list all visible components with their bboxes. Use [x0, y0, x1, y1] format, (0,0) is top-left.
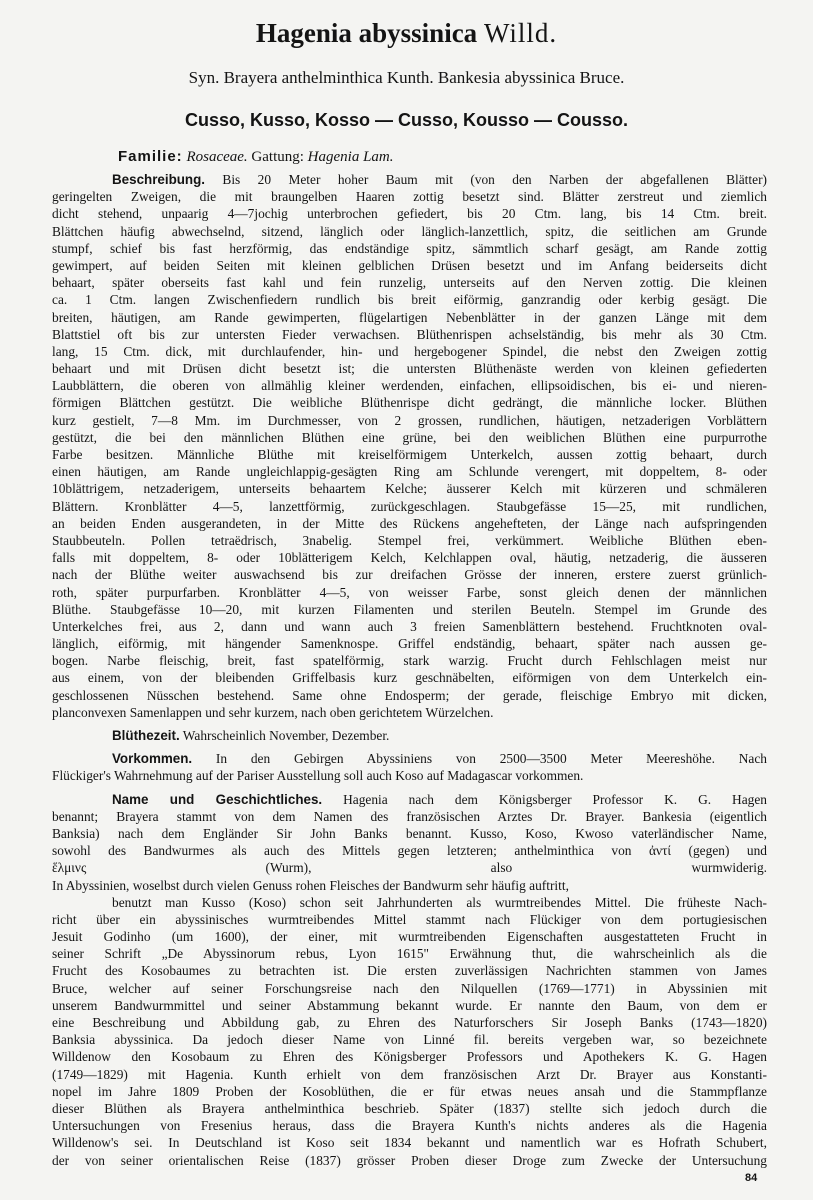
text-line: nopel im Jahre 1809 Proben der Kosoblüthen, die er für etwas neues ansah und die Stammpflanze: [52, 1083, 767, 1099]
text-line: gewimpert, auf beiden Seiten mit kleinen gelblichen Drüsen besetzt und im Anfang beiderseits dicht: [52, 257, 767, 273]
family-value: Rosaceae.: [186, 149, 248, 165]
text-line: (1749—1829) mit Hagenia. Kunth erhielt von dem französischen Arzt Dr. Brayer aus Konstanti-: [52, 1066, 767, 1082]
common-names-line: Cusso, Kusso, Kosso — Cusso, Kousso — Cousso.: [184, 110, 629, 130]
text-line: Frucht des Kosobaumes zu betrachten ist. Die ersten zuverlässigen Nachrichten stammen von James: [52, 963, 767, 979]
text-line: länglich, eiförmig, mit hängender Samenknospe. Griffel endständig, behaart, später nach aussen ge-: [52, 636, 767, 652]
text-line: falls mit doppeltem, 8- oder 10blätterigem Kelch, Kelchlappen oval, häutig, netzaderig, die äusseren: [52, 550, 767, 566]
text-line: Banksia abyssinica. Da jedoch dieser Name von Linné fil. bereits vergeben war, so bezeichnete: [52, 1032, 767, 1048]
species-name: Hagenia abyssinica: [255, 18, 478, 48]
text-line: lang, 15 Ctm. dick, mit durchlaufender, hin- und hergebogener Spindel, die nebst den Zweigen zottig: [52, 343, 767, 359]
text-line: gestützt, die bei den männlichen Blüthen eine grüne, bei den weiblichen Blüthen eine purpurrothe: [52, 429, 767, 445]
section-heading: Name und Geschichtliches.: [112, 791, 323, 807]
family-label: Familie:: [118, 148, 183, 165]
text-line: an beiden Enden ausgerandeten, in der Mitte des Rückens angehefteten, der Länge nach aufspringenden: [52, 515, 767, 531]
text-line: behaart und mit Drüsen dicht besetzt ist; die untersten Blüthenäste werden von kleinen gefiederten: [52, 361, 767, 377]
section-heading: Beschreibung.: [112, 172, 206, 187]
text-line: Vorkommen. In den Gebirgen Abyssiniens von 2500—3500 Meter Meereshöhe. Nach: [112, 751, 767, 767]
section-heading: Vorkommen.: [112, 751, 193, 767]
text-line: ca. 1 Ctm. langen Zwischenfiedern rundlich bis breit eiförmig, ganzrandig oder kerbig gesägt. Die: [52, 292, 767, 308]
text-line: Farbe besitzen. Männliche Blüthe mit kreiselförmigem Unterkelch, aussen zottig behaart, durch: [52, 447, 767, 462]
text-line: Banksia) nach dem Engländer Sir John Banks benannt. Kusso, Koso, Kwoso vaterländischer Name,: [52, 825, 767, 841]
text-line: ἕλμινς (Wurm), also wurmwiderig.: [52, 860, 767, 876]
text-line: Blüthe. Staubgefässe 10—20, mit kurzen Filamenten und sterilen Beuteln. Stempel im Grunde des: [52, 601, 767, 617]
text-line: breiten, häutigen, am Rande gewimperten, flügelartigen Nebenblätter in der ganzen Länge mit dem: [52, 309, 767, 325]
text-line: aus einem, von der bleibenden Griffelbasis kurz geschnäbelten, eiförmigen von dem Unterkelch ein-: [52, 670, 767, 686]
text-line: eine Beschreibung und Abbildung gab, zu Ehren des Naturforschers Sir Joseph Banks (1743—1820): [52, 1015, 767, 1030]
text-line: planconvexen Samenlappen und sehr kurzem, nach oben gerichtetem Würzelchen.: [52, 704, 494, 720]
text-line: seiner Schrift „De Abyssinorum rebus, Lyon 1615" Erwähnung thut, die wahrscheinlich als die: [52, 946, 767, 962]
text-line: richt über ein abyssinisches wurmtreibendes Mittel stammt nach Flückiger von dem portugiesischen: [52, 911, 767, 927]
text-line: Unterkelches frei, aus 2, dann und wann auch 3 freien Samenblättern bestehend. Fruchtknoten oval-: [52, 618, 767, 634]
genus-value: Hagenia Lam.: [307, 149, 394, 165]
genus-label: Gattung:: [251, 149, 304, 165]
page-number: 84: [745, 1172, 758, 1184]
text-line: Beschreibung. Bis 20 Meter hoher Baum mit (von den Narben der abgefallenen Blätter): [112, 172, 767, 187]
text-line: Flückiger's Wahrnehmung auf der Pariser Ausstellung soll auch Koso auf Madagascar vorkommen.: [52, 768, 584, 784]
text-line: Willdenow den Kosobaum zu Ehren des Königsberger Professors und Apothekers K. G. Hagen: [52, 1049, 767, 1065]
text-line: dicht stehend, unpaarig 4—7jochig unterbrochen gefiedert, bis 20 Ctm. lang, bis 14 Ctm. breit.: [52, 206, 767, 222]
text-line: unserem Bandwurmmittel und seiner Abstammung bekannt wurde. Er nannte den Baum, von dem er: [52, 997, 767, 1013]
text-line: Laubblättern, die oberen von allmählig kleiner werdenden, einfachen, ellipsoidischen, bis ei- und nieren-: [52, 378, 767, 394]
text-line: sowohl des Bandwurmes als auch des Mittels gegen letzteren; anthelminthica von ἀντί (gegen) und: [52, 843, 767, 859]
text-line: nach der Blüthe weiter auswachsend bis zur dreifachen Grösse der inneren, erstere zuerst grünlich-: [52, 567, 767, 583]
text-line: 10blättrigem, netzaderigem, unterseits behaartem Kelche; äusserer Kelch mit kürzeren und schmäleren: [52, 481, 767, 497]
text-line: behaart, später oberseits fast kahl und fein runzelig, unterseits auf den Nerven zottig. Die kleinen: [52, 275, 767, 291]
text-line: roth, später purpurfarben. Kronblätter 4—5, von weisser Farbe, sonst gleich denen der männlichen: [52, 584, 767, 600]
text-line: Name und Geschichtliches. Hagenia nach dem Königsberger Professor K. G. Hagen: [112, 791, 767, 807]
text-line: der von seiner orientalischen Reise (1837) grösser Proben dieser Droge zum Zwecke der Untersuchung: [52, 1152, 767, 1168]
body-text: [52, 171, 767, 1169]
text-line: benutzt man Kusso (Koso) schon seit Jahrhunderten als wurmtreibendes Mittel. Die früheste Nach-: [112, 894, 767, 910]
text-line: benannt; Brayera stammt von dem Namen des französischen Arztes Dr. Brayer. Bankesia (eigentlich: [52, 808, 767, 824]
text-line: Blattstiel oft bis zur untersten Fieder verwachsen. Blüthenrispen achselständig, bis mehr als 30 Ctm.: [52, 326, 767, 342]
text-line: geringelten Zweigen, die mit braungelben Haaren zottig besetzt sind. Blätter zerstreut und ziemlich: [52, 189, 767, 205]
text-line: Staubbeuteln. Pollen tetraëdrisch, 3nabelig. Stempel frei, verkümmert. Weibliche Blüthen eben-: [52, 532, 767, 548]
text-line: Blättchen häufig abwechselnd, sitzend, länglich oder länglich-lanzettlich, spitz, die seitlichen am Grunde: [52, 223, 767, 239]
text-line: förmigen Blättchen gestützt. Die weibliche Blüthenrispe dicht gedrängt, die männliche locker. Blüthen: [52, 395, 767, 411]
family-line: [118, 148, 394, 166]
text-line: Untersuchungen von Fresenius heraus, dass die Brayera Kunth's nichts anderes als die Hagenia: [52, 1118, 767, 1134]
section-heading: Blüthezeit.: [112, 728, 180, 743]
text-line: Blüthezeit. Wahrscheinlich November, Dezember.: [112, 728, 390, 743]
text-line: Blättern. Kronblätter 4—5, lanzettförmig, zurückgeschlagen. Staubgefässe 15—25, mit rundlichen,: [52, 498, 767, 514]
page-title: [0, 18, 813, 49]
text-line: In Abyssinien, woselbst durch vielen Genuss rohen Fleisches der Bandwurm sehr häufig auftritt,: [52, 877, 569, 893]
text-line: geschlossenen Nüsschen bestehend. Same ohne Endosperm; der gerade, fleischige Embryo mit dicken,: [52, 687, 767, 703]
text-line: einen häutigen, am Rande ungleichlappig-gesägten Ring am Schlunde verengert, mit doppeltem, 8- oder: [52, 464, 767, 480]
text-line: kurz gestielt, 7—8 Mm. im Durchmesser, von 2 grossen, rundlichen, häutigen, netzaderigen Vorblättern: [52, 412, 767, 428]
text-line: Jesuit Godinho (um 1600), der einer, mit wurmtreibenden Eigenschaften ausgestatteten Frucht in: [52, 929, 767, 945]
text-line: Willdenow's sei. In Deutschland ist Koso seit 1834 bekannt und namentlich war es Hofrath Schubert,: [52, 1135, 767, 1151]
text-line: dieser Blüthen als Brayera anthelminthica beschrieb. Später (1837) stellte sich jedoch durch die: [52, 1100, 767, 1116]
text-line: stumpf, schief bis fast herzförmig, das endständige spitz, sämmtlich scharf gesägt, am Rande zottig: [52, 240, 767, 256]
synonyms-line: Syn. Brayera anthelminthica Kunth. Bankesia abyssinica Bruce.: [188, 68, 625, 87]
species-author: Willd.: [483, 18, 558, 48]
text-line: Bruce, welcher auf seiner Forschungsreise nach den Nilquellen (1769—1771) in Abyssinien mit: [52, 980, 767, 996]
text-line: bogen. Narbe fleischig, breit, fast spatelförmig, stark warzig. Frucht durch Fehlschlagen meist nur: [52, 653, 767, 669]
